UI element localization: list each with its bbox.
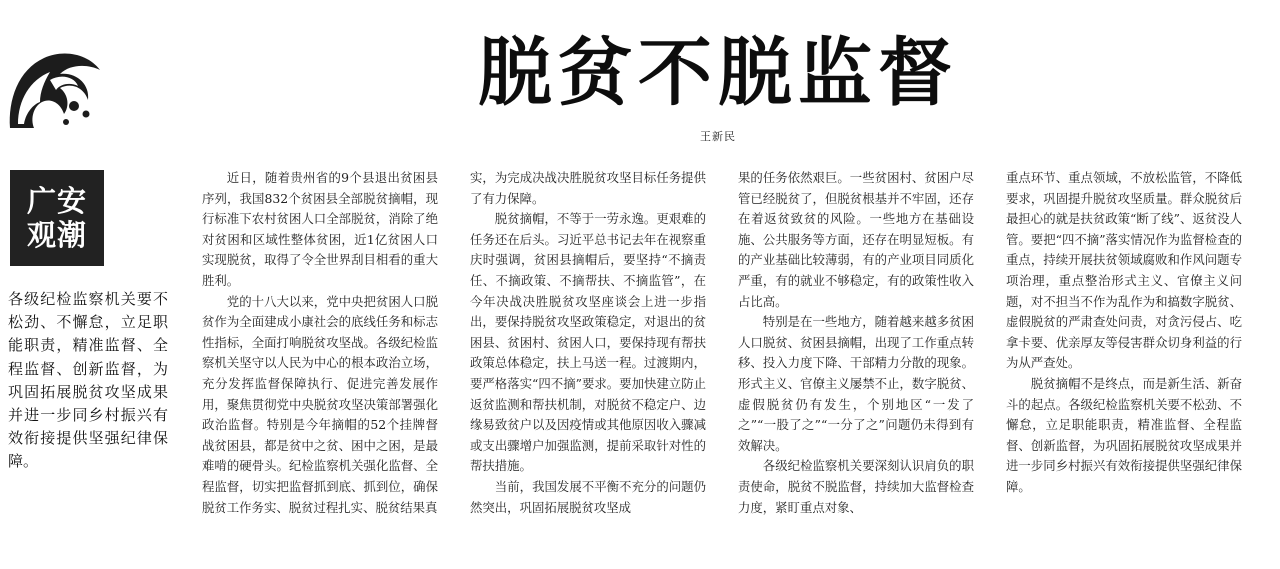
paragraph: 重点环节、重点领域，不放松监管，不降低要求，巩固提升脱贫攻坚质量。群众脱贫后最担心的就是扶贫政策“断了线”、返贫没人管。要把“四不摘”落实情况作为监督检查的重点，持续开展扶贫领域腐败和作风问题专项治理，重点整治形式主义、官僚主义问题，对不担当不作为乱作为和搞数字脱贫、虚假脱贫的严肃查处问责，对贪污侵占、吃拿卡要、优亲厚友等侵害群众切身利益的行为从严查处。 (1006, 170, 1242, 371)
column-name-line2: 观潮 (26, 218, 87, 252)
article-title: 脱贫不脱监督 (478, 30, 958, 116)
article-author: 王新民 (700, 130, 736, 143)
column-logo (4, 40, 104, 252)
paragraph: 特别是在一些地方，随着越来越多贫困人口脱贫、贫困县摘帽，出现了工作重点转移、投入力度下降、干部精力分散的现象。形式主义、官僚主义屡禁不止，数字脱贫、虚假脱贫仍有发生，个别地区“一发了之”“一股了之”“一分了之”问题仍未得到有效解决。 (738, 314, 974, 453)
text-column-4 (1006, 168, 1242, 498)
article-summary: 各级纪检监察机关要不松劲、不懈怠，立足职能职责，精准监督、全程监督、创新监督，为巩固拓展脱贫攻坚成果并进一步同乡村振兴有效衔接提供坚强纪律保障。 (8, 290, 168, 471)
text-column-2 (470, 168, 706, 518)
paragraph: 脱贫摘帽，不等于一劳永逸。更艰难的任务还在后头。习近平总书记去年在视察重庆时强调，贫困县摘帽后，要坚持“不摘责任、不摘政策、不摘帮扶、不摘监管”，在今年决战决胜脱贫攻坚座谈会上进一步指出，要保持脱贫攻坚政策稳定，对退出的贫困县、贫困村、贫困人口，要保持现有帮扶政策总体稳定，扶上马送一程。过渡期内，要严格落实“四不摘”要求。要加快建立防止返贫监测和帮扶机制，对脱贫不稳定户、边缘易致贫户以及因疫情或其他原因收入骤减或支出骤增户加强监测，提前采取针对性的帮扶措施。 (470, 211, 706, 474)
paragraph: 果的任务依然艰巨。一些贫困村、贫困户尽管已经脱贫了，但脱贫根基并不牢固，还存在着返贫致贫的风险。一些地方在基础设施、公共服务等方面，还存在明显短板。有的产业基础比较薄弱，有的产业项目同质化严重，有的就业不够稳定，有的政策性收入占比高。 (738, 170, 974, 309)
column-name-box (10, 170, 104, 266)
paragraph: 近日，随着贵州省的9个县退出贫困县序列，我国832个贫困县全部脱贫摘帽，现行标准下农村贫困人口全部脱贫，消除了绝对贫困和区域性整体贫困，近1亿贫困人口实现脱贫，取得了令全世界刮目相看的重大胜利。 (202, 170, 438, 288)
paragraph: 实，为完成决战决胜脱贫攻坚目标任务提供了有力保障。 (470, 170, 706, 206)
wave-logo-icon (4, 40, 104, 132)
paragraph: 各级纪检监察机关要深刻认识肩负的职责使命，脱贫不脱监督，持续加大监督检查力度，紧盯重点对象、 (738, 458, 974, 515)
paragraph: 当前，我国发展不平衡不充分的问题仍然突出，巩固拓展脱贫攻坚成 (470, 478, 706, 515)
text-column-3 (738, 168, 974, 518)
paragraph: 党的十八大以来，党中央把贫困人口脱贫作为全面建成小康社会的底线任务和标志性指标，全面打响脱贫攻坚战。各级纪检监察机关坚守以人民为中心的根本政治立场，充分发挥监督保障执行、促进完善发展作用，聚焦贯彻党中央脱贫攻坚决策部署强化政治监督。特别是今年摘帽的52个挂牌督战贫困县，都是贫中之贫、困中之困，是最难啃的硬骨头。纪检监察机关强化监督、全程监督，切实把监督抓到底、抓到位，确保脱贫工作务实、脱贫过程扎实、脱贫结果真 (202, 293, 438, 515)
paragraph: 脱贫摘帽不是终点，而是新生活、新奋斗的起点。各级纪检监察机关要不松劲、不懈怠，立足职能职责，精准监督、全程监督、创新监督，为巩固拓展脱贫攻坚成果并进一步同乡村振兴有效衔接提供坚强纪律保障。 (1006, 375, 1242, 494)
column-name-line1: 广安 (26, 184, 87, 218)
text-column-1 (202, 168, 438, 518)
